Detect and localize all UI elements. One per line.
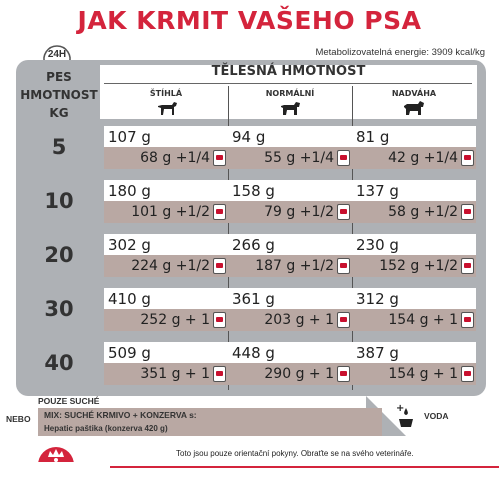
feeding-cell [104, 234, 228, 277]
water-label: VODA [424, 411, 449, 421]
mix-amount: 203 g + 1 [264, 312, 334, 328]
mix-amount: 55 g +1/4 [264, 150, 334, 166]
mix-amount: 154 g + 1 [388, 366, 458, 382]
mix-amount: 101 g +1/2 [131, 204, 210, 220]
column-label-normal: NORMÁLNÍ [265, 89, 315, 98]
mix-amount: 154 g + 1 [388, 312, 458, 328]
dry-amount: 107 g [104, 126, 228, 148]
mix-amount: 58 g +1/2 [388, 204, 458, 220]
legend-or: NEBO [6, 414, 31, 424]
column-label-overweight: NADVÁHA [391, 89, 437, 98]
dry-amount: 509 g [104, 342, 228, 364]
clock-label: 24H [47, 49, 67, 60]
can-icon [213, 150, 226, 166]
weight-header-line2: HMOTNOST [20, 88, 98, 102]
dog-lean-icon [156, 100, 178, 116]
row-diagonal [228, 234, 352, 277]
mix-amount: 187 g +1/2 [255, 258, 334, 274]
dry-amount: 137 g [352, 180, 476, 202]
header-divider [104, 83, 472, 84]
row-diagonal [352, 126, 476, 169]
row-diagonal [352, 342, 476, 385]
energy-info: Metabolizovatelná energie: 3909 kcal/kg [315, 47, 485, 58]
mix-amount: 224 g +1/2 [131, 258, 210, 274]
row-diagonal [228, 342, 352, 385]
royal-canin-logo [10, 444, 102, 474]
weight-header [16, 63, 102, 121]
row-weight: 40 [44, 351, 74, 375]
can-icon [213, 258, 226, 274]
can-icon [213, 366, 226, 382]
feeding-cell [104, 342, 228, 385]
feeding-cell [352, 288, 476, 331]
dry-amount: 302 g [104, 234, 228, 256]
dry-amount: 448 g [228, 342, 352, 364]
row-diagonal [352, 180, 476, 223]
footer-red-line [110, 466, 499, 468]
feeding-cell [104, 180, 228, 223]
can-icon [213, 312, 226, 328]
mix-amount: 68 g +1/4 [140, 150, 210, 166]
feeding-cell [228, 180, 352, 223]
row-diagonal [104, 126, 228, 169]
page-title: JAK KRMIT VAŠEHO PSA [77, 6, 422, 35]
can-icon [461, 150, 474, 166]
column-label-lean: ŠTÍHLÁ [149, 89, 183, 98]
can-icon [337, 312, 350, 328]
mix-amount: 152 g +1/2 [379, 258, 458, 274]
dry-amount: 410 g [104, 288, 228, 310]
disclaimer-note: Toto jsou pouze orientační pokyny. Obraťte se na svého veterináře. [176, 449, 414, 458]
feeding-cell [104, 288, 228, 331]
dry-amount: 387 g [352, 342, 476, 364]
row-diagonal [228, 126, 352, 169]
dry-amount: 312 g [352, 288, 476, 310]
can-icon [337, 258, 350, 274]
dry-amount: 266 g [228, 234, 352, 256]
legend-dry-only: POUZE SUCHÉ [38, 396, 100, 406]
can-icon [337, 366, 350, 382]
row-diagonal [352, 288, 476, 331]
can-icon [213, 204, 226, 220]
can-icon [461, 366, 474, 382]
feeding-cell [104, 126, 228, 169]
can-icon [461, 312, 474, 328]
row-weight: 20 [44, 243, 74, 267]
weight-header-line3: KG [49, 106, 69, 120]
row-weight: 10 [44, 189, 74, 213]
body-weight-title: TĚLESNÁ HMOTNOST [211, 64, 366, 79]
dry-amount: 361 g [228, 288, 352, 310]
row-diagonal [104, 342, 228, 385]
dry-amount: 81 g [352, 126, 476, 148]
row-diagonal [228, 180, 352, 223]
feeding-cell [352, 342, 476, 385]
mix-amount: 42 g +1/4 [388, 150, 458, 166]
dry-amount: 94 g [228, 126, 352, 148]
row-weight: 30 [44, 297, 74, 321]
can-icon [337, 204, 350, 220]
row-diagonal [104, 234, 228, 277]
can-icon [461, 204, 474, 220]
feeding-cell [352, 180, 476, 223]
row-diagonal [228, 288, 352, 331]
dog-normal-icon [279, 100, 301, 116]
feeding-cell [228, 126, 352, 169]
dog-overweight-icon [403, 100, 425, 116]
can-icon [461, 258, 474, 274]
dry-amount: 158 g [228, 180, 352, 202]
dry-amount: 180 g [104, 180, 228, 202]
feeding-cell [352, 126, 476, 169]
water-bowl-icon [394, 402, 418, 430]
legend-mix-detail: Hepatic paštika (konzerva 420 g) [44, 424, 168, 433]
legend-mix: MIX: SUCHÉ KRMIVO + KONZERVA s: [44, 410, 197, 420]
svg-text:+: + [396, 403, 405, 414]
row-diagonal [104, 288, 228, 331]
mix-amount: 351 g + 1 [140, 366, 210, 382]
mix-amount: 290 g + 1 [264, 366, 334, 382]
row-weight: 5 [51, 135, 67, 159]
feeding-cell [228, 342, 352, 385]
mix-amount: 252 g + 1 [140, 312, 210, 328]
feeding-cell [228, 234, 352, 277]
feeding-cell [228, 288, 352, 331]
feeding-cell [352, 234, 476, 277]
can-icon [337, 150, 350, 166]
row-diagonal [104, 180, 228, 223]
mix-amount: 79 g +1/2 [264, 204, 334, 220]
row-diagonal [352, 234, 476, 277]
weight-header-line1: PES [46, 70, 72, 84]
dry-amount: 230 g [352, 234, 476, 256]
